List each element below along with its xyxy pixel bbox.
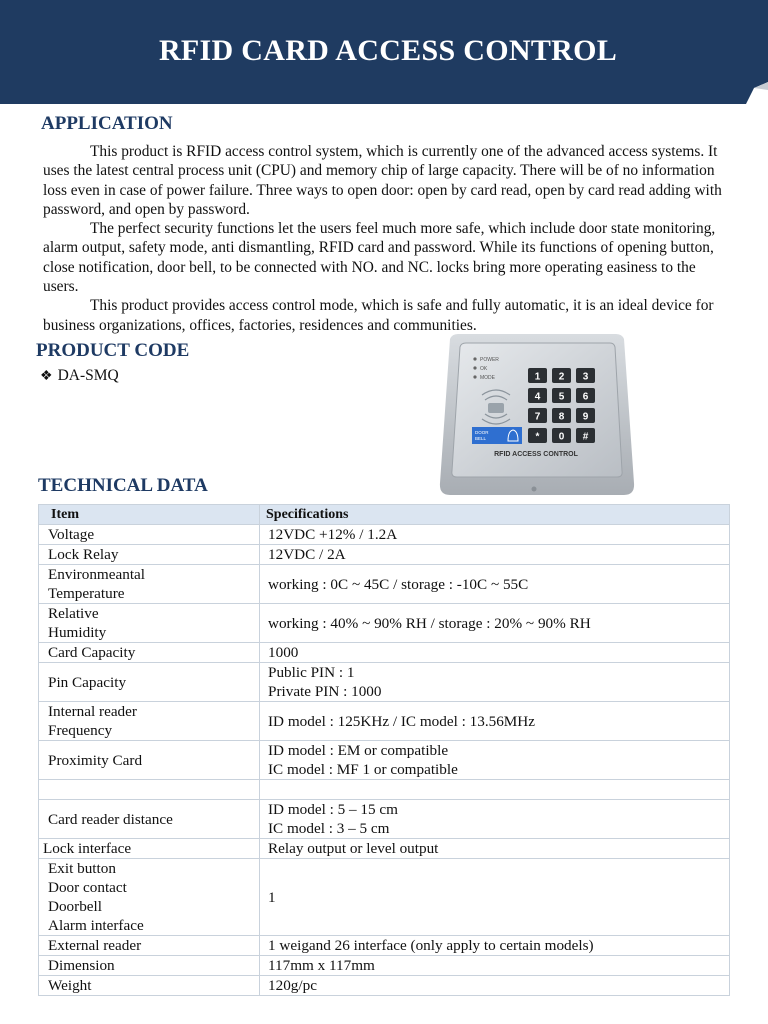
item-cell	[39, 702, 260, 741]
item-line: Relative	[48, 605, 99, 622]
spec-cell: 12VDC / 2A	[260, 545, 730, 565]
table-row	[39, 976, 730, 996]
item-line: Humidity	[48, 624, 107, 641]
spec-cell: 1 weigand 26 interface (only apply to certain models)	[260, 936, 730, 956]
item-line: Environmeantal	[48, 566, 145, 583]
spec-line: ID model : EM or compatible	[268, 742, 449, 759]
spec-cell	[260, 741, 730, 780]
key-label: 2	[558, 371, 565, 383]
item-cell: External reader	[39, 936, 260, 956]
table-row	[39, 936, 730, 956]
spec-cell: 120g/pc	[260, 976, 730, 996]
item-line: Internal reader	[48, 703, 137, 720]
table-row	[39, 800, 730, 839]
key-label: 3	[582, 371, 589, 383]
spec-cell: ID model : 125KHz / IC model : 13.56MHz	[260, 702, 730, 741]
led-label: POWER	[480, 357, 499, 363]
application-paragraph: This product is RFID access control system, which is currently one of the advanced access systems. It uses the latest central process unit (CPU) and memory chip of large capacity. There will be of no information loss even in case of power failure. Three ways to open door: open by card read, open by card read adding with password, and open by password.	[43, 143, 722, 218]
technical-data-heading: TECHNICAL DATA	[38, 475, 208, 496]
key-label: 1	[534, 371, 541, 383]
spec-line: Public PIN : 1	[268, 664, 355, 681]
bell-label: DOOR	[475, 430, 489, 435]
spec-line: Private PIN : 1000	[268, 683, 382, 700]
spec-cell	[260, 800, 730, 839]
item-line: Alarm interface	[48, 917, 144, 934]
item-line: Door contact	[48, 879, 127, 896]
page-title: RFID CARD ACCESS CONTROL	[158, 34, 618, 67]
led-label: MODE	[480, 375, 495, 381]
item-cell: Proximity Card	[39, 741, 260, 780]
item-line: Temperature	[48, 585, 125, 602]
key-label: 9	[582, 411, 589, 423]
item-cell: Voltage	[39, 525, 260, 545]
item-cell	[39, 780, 260, 800]
led-label: OK	[480, 366, 488, 372]
column-header-item: Item	[39, 505, 260, 525]
spec-line: ID model : 5 – 15 cm	[268, 801, 398, 818]
application-paragraph: The perfect security functions let the users feel much more safe, which include door state monitoring, alarm output, safety mode, anti dismantling, RFID card and password. While its functions of opening button, close notification, door bell, to be connected with NO. and NC. locks bring more operating easiness to the users.	[43, 220, 716, 296]
application-text	[43, 142, 733, 335]
spec-cell: working : 0C ~ 45C / storage : -10C ~ 55C	[260, 565, 730, 604]
diamond-bullet-icon: ❖	[40, 369, 53, 384]
spec-cell	[260, 663, 730, 702]
header-banner	[0, 0, 768, 104]
table-row	[39, 956, 730, 976]
table-row	[39, 525, 730, 545]
application-paragraph: This product provides access control mode, which is safe and fully automatic, it is an ideal device for business organizations, offices, factories, residences and communities.	[43, 297, 714, 334]
item-cell: Pin Capacity	[39, 663, 260, 702]
spec-cell: 1000	[260, 643, 730, 663]
item-line: Doorbell	[48, 898, 102, 915]
item-cell: Card Capacity	[39, 643, 260, 663]
item-cell: Lock Relay	[39, 545, 260, 565]
table-row	[39, 565, 730, 604]
table-row	[39, 859, 730, 936]
spec-cell: Relay output or level output	[260, 839, 730, 859]
item-cell: Lock interface	[39, 839, 260, 859]
item-cell: Card reader distance	[39, 800, 260, 839]
product-code-value: DA-SMQ	[57, 367, 119, 384]
item-cell	[39, 604, 260, 643]
item-line: Exit button	[48, 860, 116, 877]
key-label: *	[535, 431, 540, 443]
spec-table	[38, 504, 730, 996]
table-row	[39, 702, 730, 741]
key-label: 8	[558, 411, 565, 423]
table-row	[39, 604, 730, 643]
item-cell: Weight	[39, 976, 260, 996]
spec-cell: 12VDC +12% / 1.2A	[260, 525, 730, 545]
table-row	[39, 545, 730, 565]
table-row	[39, 663, 730, 702]
application-heading: APPLICATION	[41, 113, 173, 134]
table-row	[39, 839, 730, 859]
device-caption: RFID ACCESS CONTROL	[494, 451, 578, 458]
table-row-empty	[39, 780, 730, 800]
key-label: 5	[558, 391, 565, 403]
bell-label: BELL	[475, 436, 487, 441]
spec-line: IC model : MF 1 or compatible	[268, 761, 458, 778]
item-cell: Dimension	[39, 956, 260, 976]
item-line: Frequency	[48, 722, 113, 739]
device-image	[438, 333, 636, 497]
key-label: 0	[558, 431, 565, 443]
product-code-item	[40, 367, 119, 385]
spec-cell	[260, 780, 730, 800]
key-label: 4	[534, 391, 541, 403]
item-cell	[39, 565, 260, 604]
spec-cell: 1	[260, 859, 730, 936]
key-label: #	[582, 431, 589, 443]
table-header-row	[39, 505, 730, 525]
spec-cell: 117mm x 117mm	[260, 956, 730, 976]
product-code-heading: PRODUCT CODE	[36, 340, 190, 361]
table-row	[39, 643, 730, 663]
key-label: 7	[534, 411, 541, 423]
item-cell	[39, 859, 260, 936]
key-label: 6	[582, 391, 589, 403]
spec-line: IC model : 3 – 5 cm	[268, 820, 390, 837]
column-header-spec: Specifications	[260, 505, 730, 525]
table-row	[39, 741, 730, 780]
spec-cell: working : 40% ~ 90% RH / storage : 20% ~ 90% RH	[260, 604, 730, 643]
